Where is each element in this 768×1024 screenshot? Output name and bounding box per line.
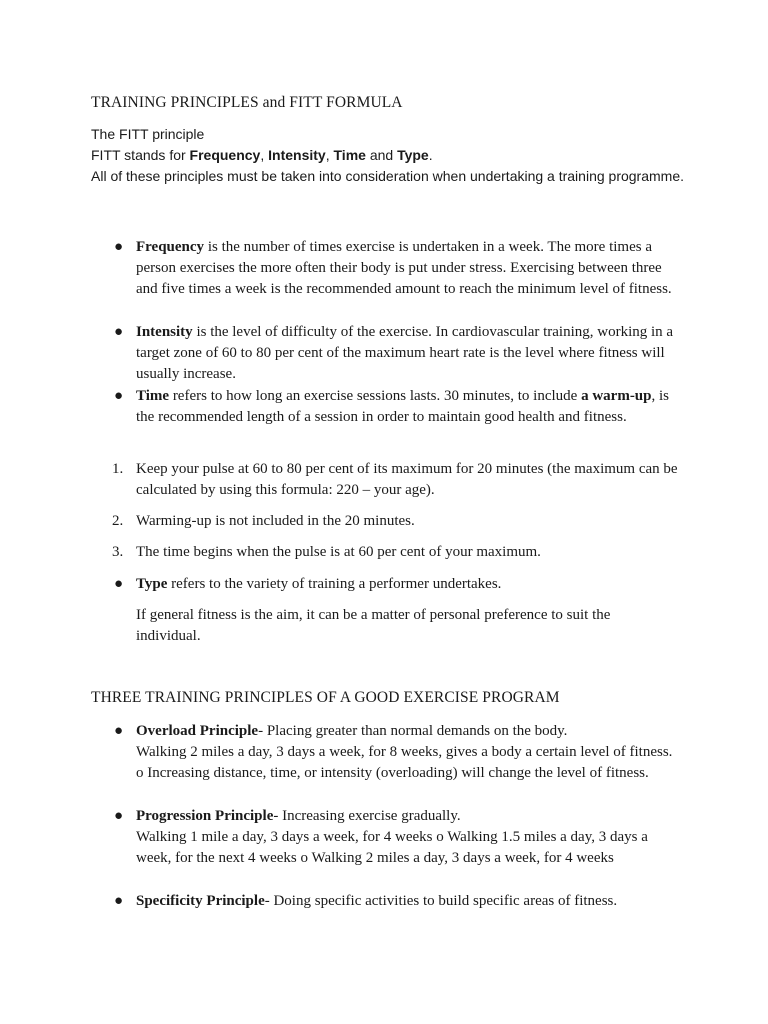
bullet-icon: ● [114,576,124,592]
intro-line-1: The FITT principle [91,126,205,142]
term-type: Type [136,576,168,592]
bullet-icon: ● [114,324,124,340]
intro-type: Type [397,147,429,163]
intro-line-3: All of these principles must be taken into consideration when undertaking a training programme. [91,168,684,184]
term-overload: Overload Principle [136,723,259,739]
term-progression: Progression Principle [136,808,274,824]
overload-detail: Walking 2 miles a day, 3 days a week, for 8 weeks, gives a body a certain level of fitness. o Increasing distance, time, or intensity (overloading) will change the level of fitness. [136,744,673,781]
term-specificity: Specificity Principle [136,893,265,909]
bullet-icon: ● [114,808,124,824]
list-number: 1. [112,461,124,477]
list-number: 3. [112,544,124,560]
progression-detail: Walking 1 mile a day, 3 days a week, for 4 weeks o Walking 1.5 miles a day, 3 days a week, for the next 4 weeks o Walking 2 miles a day, 3 days a week, for 4 weeks [136,829,648,866]
term-intensity: Intensity [136,324,193,340]
list-item-intensity: ● Intensity is the level of difficulty of the exercise. In cardiovascular training, working in a target zone of 60 to 80 per cent of the maximum heart rate is the level where fitness will usually increase. [114,324,674,382]
list-item-overload: ● Overload Principle- Placing greater than normal demands on the body. Walking 2 miles a day, 3 days a week, for 8 weeks, gives a body a certain level of fitness. o Increasing distance, time, or intensity (overloading) will change the level of fitness. [0,721,768,784]
term-warm-up: a warm-up [581,388,652,404]
intro-frequency: Frequency [189,147,261,163]
type-note: If general fitness is the aim, it can be a matter of personal preference to suit the individual. [136,607,611,644]
main-heading: TRAINING PRINCIPLES and FITT FORMULA [91,94,403,111]
term-frequency: Frequency [136,239,205,255]
list-item-frequency: ● Frequency is the number of times exercise is undertaken in a week. The more times a person exercises the more often their body is put under stress. Exercising between three and five times a week is the recommended amount to reach the minimum level of fitness. [114,239,672,297]
intro-intensity: Intensity [268,147,326,163]
list-item-progression: ● Progression Principle- Increasing exercise gradually. Walking 1 mile a day, 3 days a week, for 4 weeks o Walking 1.5 miles a day, 3 days a week, for the next 4 weeks o Walking 2 miles a day, 3 days a week, for 4 weeks [0,806,768,869]
list-item-time: ● Time refers to how long an exercise sessions lasts. 30 minutes, to include a warm-up, is the recommended length of a session in order to maintain good health and fitness. [114,388,670,425]
bullet-icon: ● [114,723,124,739]
numbered-item-1: 1. Keep your pulse at 60 to 80 per cent of its maximum for 20 minutes (the maximum can be calculated by using this formula: 220 – your age). [112,461,678,498]
intro-time: Time [333,147,366,163]
bullet-icon: ● [114,893,124,909]
list-item-specificity: ● Specificity Principle- Doing specific activities to build specific areas of fitness. [0,891,768,912]
numbered-item-2: 2. Warming-up is not included in the 20 minutes. [0,511,768,532]
bullet-icon: ● [114,239,124,255]
term-time: Time [136,388,170,404]
bullet-icon: ● [114,388,124,404]
intro-line-2: FITT stands for Frequency, Intensity, Time and Type. [91,147,433,163]
fitt-intro [91,124,691,187]
list-number: 2. [112,513,124,529]
principles-heading: THREE TRAINING PRINCIPLES OF A GOOD EXERCISE PROGRAM [91,689,560,706]
numbered-item-3: 3. The time begins when the pulse is at 60 per cent of your maximum. [0,542,768,563]
list-item-type: ● Type refers to the variety of training a performer undertakes. [0,574,768,595]
